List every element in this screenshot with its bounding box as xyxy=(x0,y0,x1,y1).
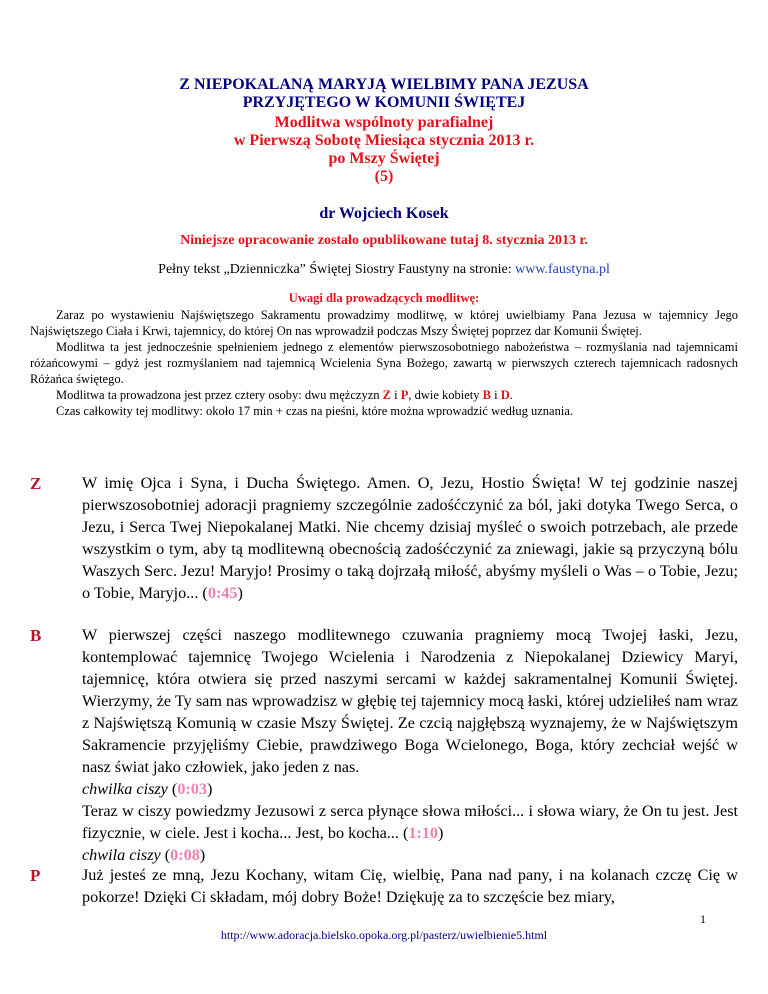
notes-p3-women: , dwie kobiety xyxy=(408,388,483,402)
speaker-letter-b: B xyxy=(482,388,491,402)
section-z-close: ) xyxy=(237,584,243,602)
notes-p3-and-2: i xyxy=(490,388,501,402)
author: dr Wojciech Kosek xyxy=(319,205,449,222)
full-text-prefix: Pełny tekst „Dzienniczka” Świętej Siostry Faustyny na stronie: xyxy=(158,262,516,277)
speaker-p: P xyxy=(30,866,41,885)
section-b xyxy=(82,624,738,866)
speaker-letter-d: D xyxy=(500,388,510,402)
section-p-text: Już jesteś ze mną, Jezu Kochany, witam Cię, wielbię, Pana nad pany, i na kolanach czczę Cię w pokorze! Dzięki Ci składam, mój dobry Boże! Dziękuję za to szczęście bez miary, xyxy=(82,866,738,906)
section-b-text-2: Teraz w ciszy powiedzmy Jezusowi z serca płynące słowa miłości... i słowa wiary, że On tu jest. Jest fizycznie, w ciele. Jest i kocha... Jest, bo kocha... (1:10) xyxy=(82,802,738,842)
pause-1-label: chwilka ciszy xyxy=(82,780,168,798)
notes-heading: Uwagi dla prowadzących modlitwę: xyxy=(288,291,480,305)
section-b-pause-1: chwilka ciszy (0:03) xyxy=(82,780,213,798)
speaker-letter-z: Z xyxy=(382,388,391,402)
pause-2-label: chwila ciszy xyxy=(82,846,161,864)
subtitle-line-3: po Mszy Świętej xyxy=(328,150,440,167)
footer-url[interactable]: http://www.adoracja.bielsko.opoka.org.pl/pasterz/uwielbienie5.html xyxy=(220,928,548,942)
notes-p3-text: Modlitwa ta prowadzona jest przez cztery osoby: dwu mężczyzn xyxy=(56,388,383,402)
section-z-body: W imię Ojca i Syna, i Ducha Świętego. Amen. O, Jezu, Hostio Święta! W tej godzinie naszej pierwszosobotniej adoracji pragniemy szczególnie zadośćczynić za ból, jaki dotyka Twego Serca, o Jezu, i Serca Twej Niepokalanej Matki. Nie chcemy dzisiaj myśleć o swoich potrzebach, ale przede wszystkim o tym, aby tą modlitewną obecnością zadośćczynić za zniewagi, jakie są przyczyną bólu Waszych Serc. Jezu! Maryjo! Prosimy o taką dojrzałą miłość, abyśmy myśleli o Was – o Tobie, Jezu; o Tobie, Maryjo... ( xyxy=(82,474,738,602)
notes-paragraph-3 xyxy=(30,387,738,403)
notes-section xyxy=(30,307,738,419)
section-b-time-2: 1:10 xyxy=(408,824,439,842)
notes-paragraph-2: Modlitwa ta jest jednocześnie spełnieniem jednego z elementów pierwszosobotniego nabożeństwa – rozmyślania nad tajemnicami różańcowymi – gdyż jest rozmyślaniem nad tajemnicą Wcielenia Syna Bożego, zawartą w pierwszych czterech tajemnicach radosnych Różańca świętego. xyxy=(30,340,738,386)
title-line-1: Z NIEPOKALANĄ MARYJĄ WIELBIMY PANA JEZUSA xyxy=(179,76,589,93)
speaker-b: B xyxy=(30,626,42,645)
notes-p3-end: . xyxy=(509,388,513,402)
publication-note: Niniejsze opracowanie zostało opublikowane tutaj 8. stycznia 2013 r. xyxy=(180,233,588,248)
pause-1-time: 0:03 xyxy=(177,780,207,798)
section-z-text xyxy=(82,472,738,604)
section-b-body-2: Teraz w ciszy powiedzmy Jezusowi z serca płynące słowa miłości... i słowa wiary, że On tu jest. Jest fizycznie, w ciele. Jest i kocha... Jest, bo kocha... ( xyxy=(82,802,738,842)
section-b-pause-2: chwila ciszy (0:08) xyxy=(82,846,206,864)
speaker-z: Z xyxy=(30,474,42,493)
page-number: 1 xyxy=(700,912,706,926)
full-text-note xyxy=(30,262,738,278)
subtitle-line-4: (5) xyxy=(374,168,394,185)
section-z xyxy=(82,472,738,604)
pause-2-time: 0:08 xyxy=(170,846,200,864)
section-b-text: W pierwszej części naszego modlitewnego czuwania pragniemy mocą Twojej łaski, Jezu, kontemplować tajemnicę Twojego Wcielenia i Narodzenia z Niepokalanej Dziewicy Maryi, tajemnicę, która otwiera się przed naszymi sercami w każdej sakramentalnej Komunii Świętej. Wierzymy, że Ty sam nas wprowadzisz w głębię tej tajemnicy mocą łaski, której udzieliłeś nam wraz z Najświętszą Komunią w czasie Mszy Świętej. Ze czcią najgłębszą wyznajemy, że w Najświętszym Sakramencie przyjęliśmy Ciebie, prawdziwego Boga Wcielonego, Boga, który zechciał wejść w nasz świat jako człowiek, jako jeden z nas. xyxy=(82,626,738,776)
faustyna-link[interactable]: www.faustyna.pl xyxy=(515,262,610,277)
section-z-time: 0:45 xyxy=(207,584,238,602)
notes-paragraph-4: Czas całkowity tej modlitwy: około 17 min + czas na pieśni, które można wprowadzić według uznania. xyxy=(56,404,573,418)
subtitle-line-1: Modlitwa wspólnoty parafialnej xyxy=(274,114,494,131)
subtitle-line-2: w Pierwszą Sobotę Miesiąca stycznia 2013 r. xyxy=(233,132,535,149)
subtitle xyxy=(60,114,708,186)
notes-paragraph-1: Zaraz po wystawieniu Najświętszego Sakramentu prowadzimy modlitwę, w której uwielbiamy Pana Jezusa w tajemnicy Jego Najświętszego Ciała i Krwi, tajemnicy, do której On nas wprowadził podczas Mszy Świętej poprzez dar Komunii Świętej. xyxy=(30,308,738,338)
notes-p3-and-1: i xyxy=(390,388,401,402)
section-p xyxy=(82,864,738,908)
speaker-letter-p: P xyxy=(400,388,409,402)
page-title xyxy=(60,76,708,112)
title-line-2: PRZYJĘTEGO W KOMUNII ŚWIĘTEJ xyxy=(242,94,526,111)
